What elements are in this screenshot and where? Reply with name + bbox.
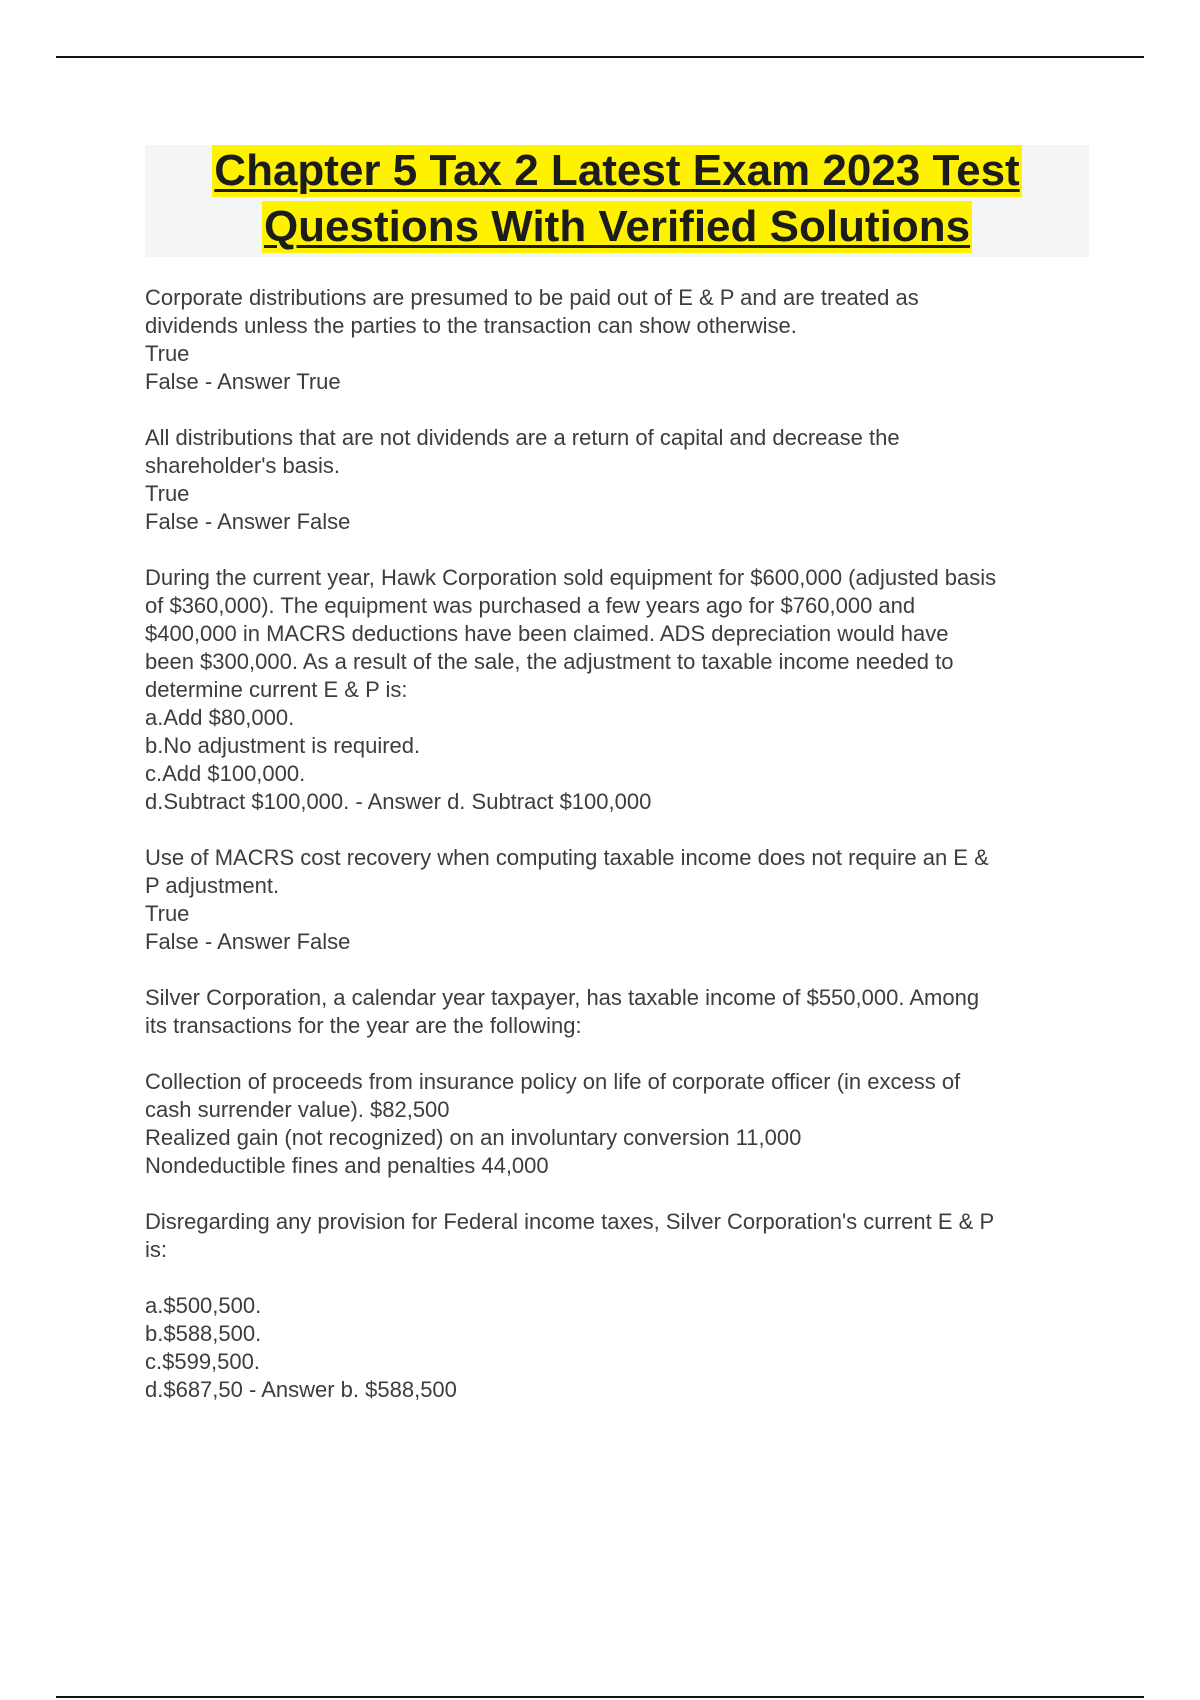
transaction-list bbox=[145, 1068, 1090, 1180]
option-true: True bbox=[145, 901, 190, 926]
option-false-answer: False - Answer False bbox=[145, 509, 351, 534]
question-2 bbox=[145, 424, 1090, 536]
question-4 bbox=[145, 844, 1090, 956]
question-text: shareholder's basis. bbox=[145, 453, 340, 478]
question-text: All distributions that are not dividends are a return of capital and decrease the bbox=[145, 425, 900, 450]
question-1 bbox=[145, 284, 1090, 396]
option-b: b.No adjustment is required. bbox=[145, 733, 421, 758]
question-text: of $360,000). The equipment was purchased a few years ago for $760,000 and bbox=[145, 593, 916, 618]
question-text: P adjustment. bbox=[145, 873, 280, 898]
option-true: True bbox=[145, 481, 190, 506]
question-text: is: bbox=[145, 1237, 167, 1262]
option-a: a.Add $80,000. bbox=[145, 705, 295, 730]
transaction-item: Realized gain (not recognized) on an involuntary conversion 11,000 bbox=[145, 1125, 802, 1150]
question-text: determine current E & P is: bbox=[145, 677, 408, 702]
question-text: Disregarding any provision for Federal income taxes, Silver Corporation's current E & P bbox=[145, 1209, 995, 1234]
option-false-answer: False - Answer False bbox=[145, 929, 351, 954]
option-true: True bbox=[145, 341, 190, 366]
option-false-answer: False - Answer True bbox=[145, 369, 341, 394]
option-a: a.$500,500. bbox=[145, 1293, 262, 1318]
question-prompt bbox=[145, 1208, 1090, 1264]
question-text: been $300,000. As a result of the sale, the adjustment to taxable income needed to bbox=[145, 649, 954, 674]
question-3 bbox=[145, 564, 1090, 816]
option-c: c.Add $100,000. bbox=[145, 761, 306, 786]
transaction-item: Collection of proceeds from insurance policy on life of corporate officer (in excess of bbox=[145, 1069, 961, 1094]
title-line-1: Chapter 5 Tax 2 Latest Exam 2023 Test bbox=[214, 146, 1020, 195]
question-text: Silver Corporation, a calendar year taxpayer, has taxable income of $550,000. Among bbox=[145, 985, 980, 1010]
question-text: its transactions for the year are the following: bbox=[145, 1013, 582, 1038]
option-c: c.$599,500. bbox=[145, 1349, 260, 1374]
transaction-item: cash surrender value). $82,500 bbox=[145, 1097, 450, 1122]
question-5 bbox=[145, 984, 1090, 1404]
document-title bbox=[145, 145, 1089, 257]
option-d-answer: d.$687,50 - Answer b. $588,500 bbox=[145, 1377, 457, 1402]
question-intro bbox=[145, 984, 1090, 1040]
title-line-2: Questions With Verified Solutions bbox=[263, 202, 971, 251]
option-b: b.$588,500. bbox=[145, 1321, 262, 1346]
answer-options bbox=[145, 1292, 1090, 1404]
bottom-rule bbox=[56, 1696, 1144, 1698]
question-text: Corporate distributions are presumed to be paid out of E & P and are treated as bbox=[145, 285, 919, 310]
transaction-item: Nondeductible fines and penalties 44,000 bbox=[145, 1153, 549, 1178]
top-rule bbox=[56, 56, 1144, 58]
question-text: $400,000 in MACRS deductions have been claimed. ADS depreciation would have bbox=[145, 621, 949, 646]
question-list bbox=[145, 284, 1090, 1432]
question-text: During the current year, Hawk Corporation sold equipment for $600,000 (adjusted basis bbox=[145, 565, 997, 590]
question-text: Use of MACRS cost recovery when computing taxable income does not require an E & bbox=[145, 845, 989, 870]
question-text: dividends unless the parties to the transaction can show otherwise. bbox=[145, 313, 797, 338]
option-d-answer: d.Subtract $100,000. - Answer d. Subtract $100,000 bbox=[145, 789, 652, 814]
